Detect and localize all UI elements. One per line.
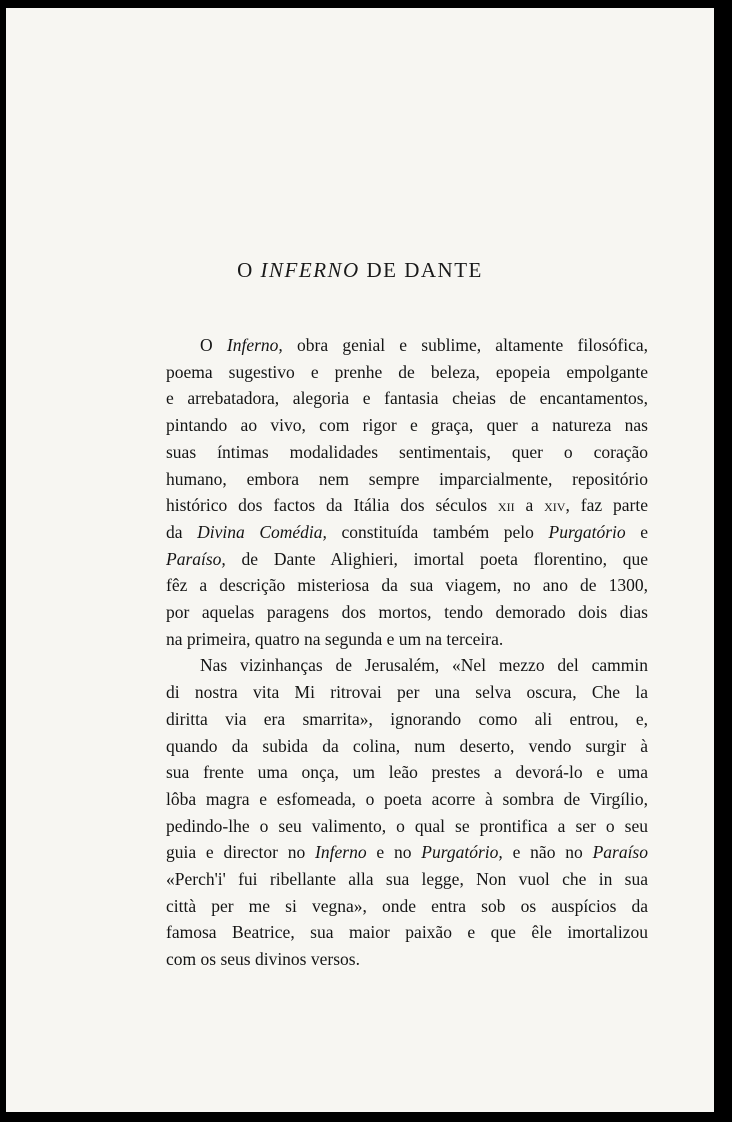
text-run: e no bbox=[366, 842, 422, 863]
text-run: quando da subida da colina, num deserto, vendo surgir à bbox=[166, 735, 648, 756]
text-line bbox=[166, 866, 648, 893]
text-line bbox=[166, 706, 648, 733]
text-run: na primeira, quatro na segunda e um na terceira. bbox=[166, 628, 504, 649]
text-run: e não no bbox=[502, 842, 593, 863]
text-run: poema sugestivo e prenhe de beleza, epopeia empolgante bbox=[166, 361, 648, 382]
paragraph-2 bbox=[166, 652, 648, 972]
text-run: «Perch'i' fui ribellante alla sua legge, Non vuol che in sua bbox=[166, 869, 648, 890]
text-line bbox=[166, 919, 648, 946]
text-line bbox=[166, 679, 648, 706]
small-caps-run: xiv bbox=[544, 495, 566, 516]
italic-run: Divina Comédia, bbox=[197, 521, 327, 542]
text-line bbox=[166, 572, 648, 599]
text-run: obra genial e sublime, altamente filosófica, bbox=[282, 335, 649, 355]
text-line bbox=[166, 599, 648, 626]
text-run: pedindo-lhe o seu valimento, o qual se prontifica a ser o seu bbox=[166, 815, 648, 836]
text-run: , faz parte bbox=[565, 495, 648, 516]
text-line bbox=[166, 519, 648, 546]
text-run: constituída também pelo bbox=[326, 521, 549, 542]
text-run: Nas vizinhanças de Jerusalém, «Nel mezzo del cammin bbox=[200, 655, 648, 676]
italic-run: Inferno bbox=[315, 842, 367, 863]
text-line bbox=[166, 813, 648, 840]
paragraph-1 bbox=[166, 332, 648, 652]
text-run: pintando ao vivo, com rigor e graça, quer a natureza nas bbox=[166, 415, 648, 436]
text-line bbox=[166, 439, 648, 466]
book-page bbox=[6, 8, 714, 1112]
text-line bbox=[166, 359, 648, 386]
italic-run: Purgatório, bbox=[421, 842, 503, 863]
text-run: por aquelas paragens dos mortos, tendo demorado dois dias bbox=[166, 602, 648, 623]
text-run: guia e director no bbox=[166, 842, 316, 863]
text-run: e arrebatadora, alegoria e fantasia cheias de encantamentos, bbox=[166, 388, 648, 409]
text-run: e bbox=[625, 521, 648, 542]
title-suffix: DE DANTE bbox=[359, 258, 483, 282]
text-run: diritta via era smarrita», ignorando como ali entrou, e, bbox=[166, 708, 648, 729]
text-run: humano, embora nem sempre imparcialmente, repositório bbox=[166, 468, 648, 489]
text-run: fêz a descrição misteriosa da sua viagem, no ano de 1300, bbox=[166, 575, 648, 596]
title-italic: INFERNO bbox=[260, 258, 360, 282]
italic-run: Paraíso, bbox=[166, 548, 226, 569]
text-run: suas íntimas modalidades sentimentais, quer o coração bbox=[166, 441, 648, 462]
text-line bbox=[166, 839, 648, 866]
text-run: da bbox=[166, 521, 198, 542]
italic-run: Inferno, bbox=[226, 335, 283, 355]
italic-run: Purgatório bbox=[548, 521, 626, 542]
text-run: di nostra vita Mi ritrovai per una selva oscura, Che la bbox=[166, 682, 648, 703]
text-run: O bbox=[200, 335, 227, 355]
text-run: com os seus divinos versos. bbox=[166, 949, 360, 970]
text-line bbox=[166, 759, 648, 786]
chapter-body bbox=[166, 332, 648, 973]
text-line bbox=[166, 492, 648, 519]
text-line bbox=[166, 786, 648, 813]
text-run: città per me si vegna», onde entra sob os auspícios da bbox=[166, 895, 648, 916]
text-run: histórico dos factos da Itália dos séculos bbox=[166, 495, 498, 516]
text-line bbox=[166, 466, 648, 493]
text-line bbox=[166, 385, 648, 412]
scan-edge bbox=[714, 0, 732, 1122]
text-line bbox=[166, 546, 648, 573]
text-line bbox=[166, 626, 648, 653]
small-caps-run: xii bbox=[497, 495, 515, 516]
text-line bbox=[166, 946, 648, 973]
chapter-title bbox=[6, 258, 714, 283]
text-line bbox=[166, 652, 648, 679]
text-run: sua frente uma onça, um leão prestes a devorá-lo e uma bbox=[166, 762, 648, 783]
text-line bbox=[166, 332, 648, 359]
text-run: a bbox=[514, 495, 545, 516]
italic-run: Paraíso bbox=[592, 842, 648, 863]
text-line bbox=[166, 893, 648, 920]
text-run: lôba magra e esfomeada, o poeta acorre à sombra de Virgílio, bbox=[166, 788, 648, 809]
text-run: famosa Beatrice, sua maior paixão e que êle imortalizou bbox=[166, 922, 648, 943]
text-run: de Dante Alighieri, imortal poeta florentino, que bbox=[225, 548, 648, 569]
text-line bbox=[166, 412, 648, 439]
title-prefix: O bbox=[237, 258, 261, 282]
text-line bbox=[166, 733, 648, 760]
